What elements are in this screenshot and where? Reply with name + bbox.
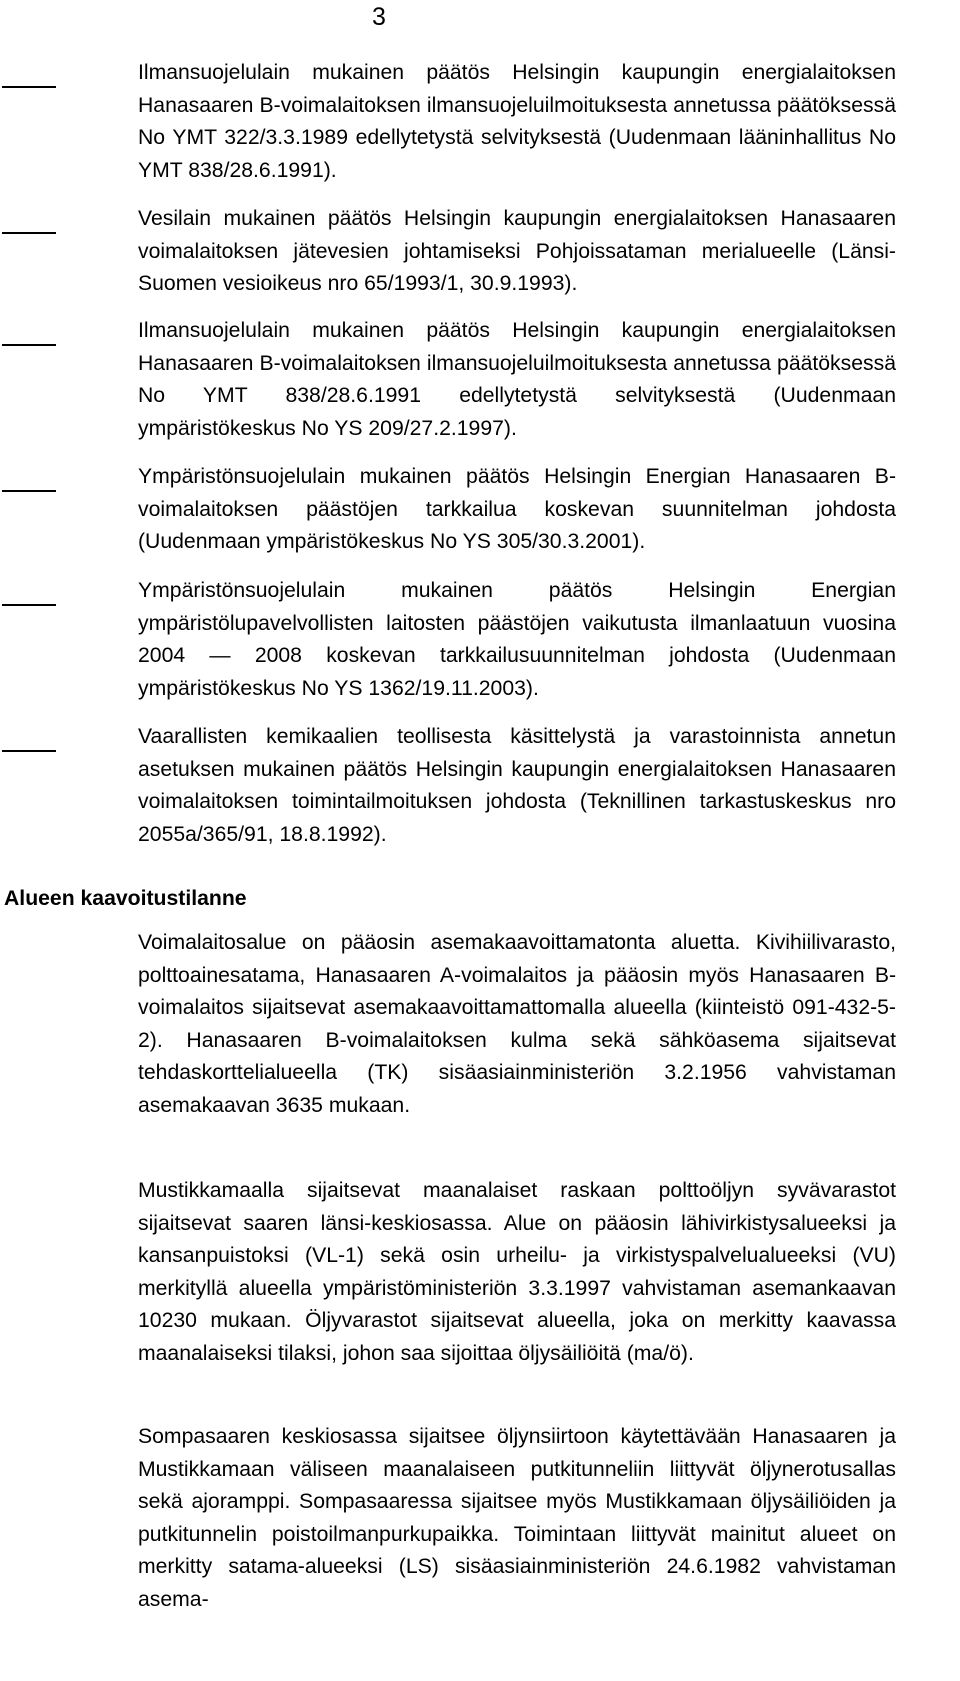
dash-bullet-icon: [2, 344, 56, 346]
page-number: 3: [372, 3, 386, 31]
list-item-text: Ilmansuojelulain mukainen päätös Helsingin kaupungin energialaitoksen Hanasaaren B-voimalaitoksen ilmansuojeluilmoituksesta annetussa päätöksessä No YMT 838/28.6.1991 edellytetystä selvityksestä (Uudenmaan ympäristökeskus No YS 209/27.2.1997).: [138, 319, 896, 440]
list-item-text: Ympäristönsuojelulain mukainen päätös Helsingin Energian ympäristölupavelvollisten laitosten päästöjen vaikutusta ilmanlaatuun vuosina 2004 — 2008 koskevan tarkkailusuunnitelman johdosta (Uudenmaan ympäristökeskus No YS 1362/19.11.2003).: [138, 579, 896, 700]
dash-bullet-icon: [2, 490, 56, 492]
dash-bullet-icon: [2, 750, 56, 752]
list-item-text: Vaarallisten kemikaalien teollisesta käsittelystä ja varastoinnista annetun asetuksen mukainen päätös Helsingin kaupungin energialaitoksen Hanasaaren voimalaitoksen toimintailmoituksen johdosta (Teknillinen tarkastuskeskus nro 2055a/365/91, 18.8.1992).: [138, 725, 896, 846]
dash-bullet-icon: [2, 604, 56, 606]
list-item-text: Vesilain mukainen päätös Helsingin kaupungin energialaitoksen Hanasaaren voimalaitoksen jätevesien johtamiseksi Pohjoissataman merialueelle (Länsi-Suomen vesioikeus nro 65/1993/1, 30.9.1993).: [138, 207, 896, 295]
section-paragraph: Mustikkamaalla sijaitsevat maanalaiset raskaan polttoöljyn syvävarastot sijaitsevat saaren länsi-keskiosassa. Alue on pääosin lähivirkistysalueeksi ja kansanpuistoksi (VL-1) sekä osin urheilu- ja virkistyspalvelualueeksi (VU) merkityllä alueella ympäristöministeriön 3.3.1997 vahvistaman asemankaavan 10230 mukaan. Öljyvarastot sijaitsevat alueella, joka on merkitty kaavassa maanalaiseksi tilaksi, johon saa sijoittaa öljysäiliöitä (ma/ö).: [138, 1179, 896, 1365]
dash-bullet-icon: [2, 86, 56, 88]
list-item-text: Ympäristönsuojelulain mukainen päätös Helsingin Energian Hanasaaren B-voimalaitoksen päästöjen tarkkailua koskevan suunnitelman johdosta (Uudenmaan ympäristökeskus No YS 305/30.3.2001).: [138, 465, 896, 553]
list-item-text: Ilmansuojelulain mukainen päätös Helsingin kaupungin energialaitoksen Hanasaaren B-voimalaitoksen ilmansuojeluilmoituksesta annetussa päätöksessä No YMT 322/3.3.1989 edellytetystä selvityksestä (Uudenmaan lääninhallitus No YMT 838/28.6.1991).: [138, 61, 896, 182]
section-paragraph: Voimalaitosalue on pääosin asemakaavoittamatonta aluetta. Kivihiilivarasto, polttoainesatama, Hanasaaren A-voimalaitos ja pääosin myös Hanasaaren B-voimalaitos sijaitsevat asemakaavoittamattomalla alueella (kiinteistö 091-432-5-2). Hanasaaren B-voimalaitoksen kulma sekä sähköasema sijaitsevat tehdaskorttelialueella (TK) sisäasiainministeriön 3.2.1956 vahvistaman asemakaavan 3635 mukaan.: [138, 931, 896, 1117]
dash-bullet-icon: [2, 232, 56, 234]
section-paragraph: Sompasaaren keskiosassa sijaitsee öljynsiirtoon käytettävään Hanasaaren ja Mustikkamaan väliseen maanalaiseen putkitunneliin liittyvät öljynerotusallas sekä ajoramppi. Sompasaaressa sijaitsee myös Mustikkamaan öljysäiliöiden ja putkitunnelin poistoilmanpurkupaikka. Toimintaan liittyvät mainitut alueet on merkitty satama-alueeksi (LS) sisäasiainministeriön 24.6.1982 vahvistaman asema-: [138, 1425, 896, 1611]
section-heading: Alueen kaavoitustilanne: [4, 887, 247, 910]
